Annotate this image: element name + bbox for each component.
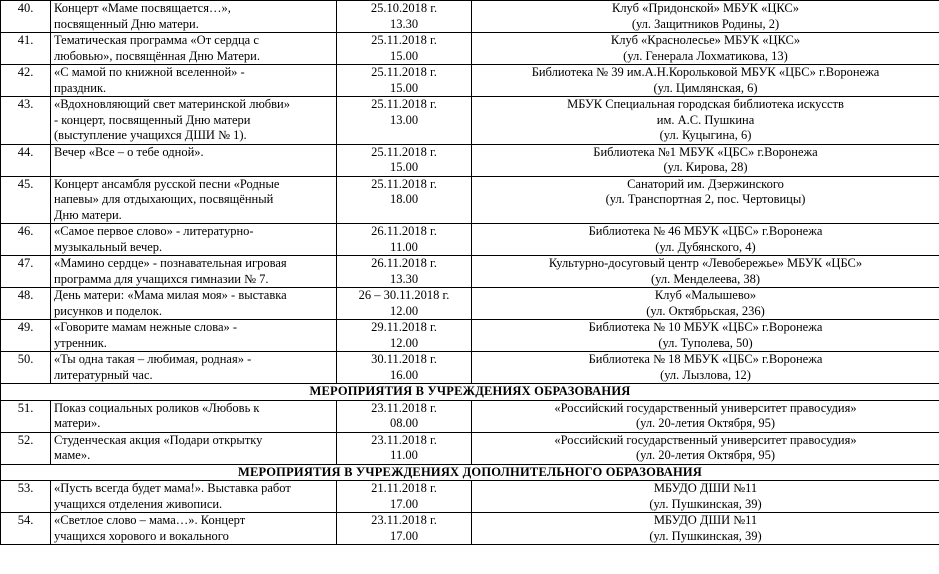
event-time: 13.30 [389, 271, 419, 286]
event-title [51, 481, 337, 513]
cell-line: рисунков и поделок. [54, 303, 162, 318]
event-date: 26 – 30.11.2018 г. [358, 288, 450, 302]
cell-line: Концерт «Маме посвящается…», [54, 1, 231, 15]
event-date: 25.10.2018 г. [370, 1, 438, 15]
event-date: 30.11.2018 г. [371, 352, 437, 366]
cell-line: МБУДО ДШИ №11 [653, 513, 758, 527]
event-title [51, 513, 337, 545]
event-title [51, 65, 337, 97]
table-row [1, 33, 939, 65]
event-title [51, 33, 337, 65]
event-title [51, 1, 337, 33]
event-venue [472, 65, 939, 97]
table-row [1, 481, 939, 513]
event-datetime [337, 432, 472, 464]
cell-line: «Говорите мамам нежные слова» - [54, 320, 238, 334]
cell-line: посвященный Дню матери. [54, 16, 199, 31]
event-datetime [337, 481, 472, 513]
event-number: 40. [1, 1, 51, 33]
event-number: 54. [1, 513, 51, 545]
cell-line: МБУДО ДШИ №11 [653, 481, 758, 495]
event-title [51, 352, 337, 384]
cell-line: Дню матери. [54, 207, 122, 222]
event-number: 42. [1, 65, 51, 97]
event-number: 50. [1, 352, 51, 384]
event-venue [472, 33, 939, 65]
cell-line: Показ социальных роликов «Любовь к [54, 400, 260, 415]
cell-line: музыкальный вечер. [54, 239, 163, 254]
event-venue [472, 144, 939, 176]
table-row [1, 144, 939, 176]
cell-line: «Российский государственный университет правосудия» [554, 400, 857, 415]
event-number: 41. [1, 33, 51, 65]
event-venue [472, 352, 939, 384]
cell-line: Клуб «Краснолесье» МБУК «ЦКС» [610, 33, 801, 47]
cell-line: Тематическая программа «От сердца с [54, 33, 259, 47]
event-date: 25.11.2018 г. [371, 144, 437, 159]
event-time: 15.00 [389, 48, 419, 63]
cell-line: (ул. Цимлянская, 6) [653, 80, 758, 95]
cell-line: (ул. Куцыгина, 6) [659, 128, 752, 142]
event-number: 44. [1, 144, 51, 176]
event-venue [472, 97, 939, 145]
cell-line: «Российский государственный университет правосудия» [554, 432, 857, 447]
event-date: 25.11.2018 г. [371, 97, 437, 111]
event-date: 26.11.2018 г. [371, 224, 437, 238]
cell-line: им. А.С. Пушкина [656, 112, 755, 127]
cell-line: Концерт ансамбля русской песни «Родные [54, 176, 280, 191]
event-venue [472, 256, 939, 288]
events-table-body [1, 1, 939, 545]
event-venue [472, 224, 939, 256]
event-venue [472, 432, 939, 464]
cell-line: литературный час. [54, 367, 153, 382]
event-number: 43. [1, 97, 51, 145]
cell-line: (ул. 20-летия Октября, 95) [635, 416, 776, 430]
cell-line: (ул. Кирова, 28) [663, 160, 748, 174]
event-datetime [337, 224, 472, 256]
event-time: 16.00 [389, 367, 419, 382]
event-date: 23.11.2018 г. [371, 513, 437, 527]
cell-line: маме». [54, 448, 91, 462]
table-row [1, 400, 939, 432]
cell-line: - концерт, посвященный Дню матери [54, 112, 251, 127]
event-number: 52. [1, 432, 51, 464]
event-time: 12.00 [389, 335, 419, 350]
event-time: 11.00 [390, 239, 418, 254]
cell-line: напевы» для отдыхающих, посвящённый [54, 192, 274, 206]
event-number: 45. [1, 176, 51, 224]
table-row [1, 176, 939, 224]
event-title [51, 288, 337, 320]
cell-line: (выступление учащихся ДШИ № 1). [54, 128, 247, 142]
cell-line: (ул. Защитников Родины, 2) [631, 16, 780, 31]
event-time: 08.00 [389, 416, 419, 430]
cell-line: матери». [54, 416, 101, 430]
event-datetime [337, 97, 472, 145]
cell-line: Библиотека № 10 МБУК «ЦБС» г.Воронежа [588, 320, 823, 334]
cell-line: День матери: «Мама милая моя» - выставка [54, 288, 287, 302]
cell-line: (ул. 20-летия Октября, 95) [635, 448, 776, 462]
cell-line: (ул. Менделеева, 38) [651, 271, 760, 286]
cell-line: Библиотека № 39 им.А.Н.Корольковой МБУК «ЦБС» г.Воронежа [531, 65, 880, 79]
table-row [1, 224, 939, 256]
cell-line: любовью», посвящённая Дню Матери. [54, 48, 260, 63]
event-venue [472, 513, 939, 545]
event-date: 25.11.2018 г. [371, 33, 437, 47]
cell-line: программа для учащихся гимназии № 7. [54, 271, 269, 286]
event-datetime [337, 33, 472, 65]
cell-line: учащихся хорового и вокального [54, 528, 229, 543]
table-row [1, 513, 939, 545]
event-datetime [337, 513, 472, 545]
event-time: 17.00 [389, 528, 419, 543]
event-date: 25.11.2018 г. [371, 176, 437, 191]
cell-line: «Вдохновляющий свет материнской любви» [54, 97, 290, 111]
cell-line: (ул. Туполева, 50) [658, 335, 753, 350]
event-time: 17.00 [389, 496, 419, 511]
cell-line: Культурно-досуговый центр «Левобережье» МБУК «ЦБС» [548, 256, 863, 270]
event-datetime [337, 176, 472, 224]
cell-line: (ул. Октябрьская, 236) [646, 303, 765, 318]
table-row [1, 432, 939, 464]
event-number: 49. [1, 320, 51, 352]
event-date: 23.11.2018 г. [371, 432, 437, 447]
event-date: 25.11.2018 г. [371, 65, 437, 79]
event-venue [472, 1, 939, 33]
event-title [51, 97, 337, 145]
table-row [1, 288, 939, 320]
cell-line: (ул. Пушкинская, 39) [649, 528, 762, 543]
event-number: 51. [1, 400, 51, 432]
event-datetime [337, 320, 472, 352]
event-title [51, 320, 337, 352]
cell-line: Библиотека № 46 МБУК «ЦБС» г.Воронежа [588, 224, 823, 238]
event-datetime [337, 400, 472, 432]
event-datetime [337, 144, 472, 176]
cell-line: «Светлое слово – мама…». Концерт [54, 513, 246, 527]
table-row [1, 352, 939, 384]
event-number: 47. [1, 256, 51, 288]
event-date: 29.11.2018 г. [371, 320, 437, 334]
cell-line: Санаторий им. Дзержинского [627, 176, 784, 191]
event-venue [472, 400, 939, 432]
cell-line: праздник. [54, 80, 107, 95]
event-time: 11.00 [390, 448, 418, 462]
event-number: 46. [1, 224, 51, 256]
event-datetime [337, 1, 472, 33]
cell-line: (ул. Пушкинская, 39) [649, 496, 762, 511]
cell-line: МБУК Специальная городская библиотека искусств [567, 97, 844, 111]
section-title: МЕРОПРИЯТИЯ В УЧРЕЖДЕНИЯХ ДОПОЛНИТЕЛЬНОГО ОБРАЗОВАНИЯ [1, 464, 939, 481]
event-title [51, 144, 337, 176]
cell-line: учащихся отделения живописи. [54, 496, 223, 511]
event-time: 12.00 [389, 303, 419, 318]
event-date: 23.11.2018 г. [371, 400, 437, 415]
event-time: 15.00 [389, 80, 419, 95]
cell-line: Вечер «Все – о тебе одной». [54, 144, 204, 159]
event-venue [472, 176, 939, 224]
event-time: 13.30 [389, 16, 419, 31]
table-row [1, 320, 939, 352]
cell-line: «Мамино сердце» - познавательная игровая [54, 256, 287, 270]
event-datetime [337, 352, 472, 384]
cell-line: (ул. Дубянского, 4) [655, 239, 756, 254]
event-time: 18.00 [389, 192, 419, 206]
event-datetime [337, 288, 472, 320]
event-number: 53. [1, 481, 51, 513]
cell-line: утренник. [54, 335, 107, 350]
event-venue [472, 288, 939, 320]
event-title [51, 400, 337, 432]
event-venue [472, 481, 939, 513]
cell-line: «Пусть всегда будет мама!». Выставка работ [54, 481, 291, 495]
cell-line: «Самое первое слово» - литературно- [54, 224, 254, 238]
event-number: 48. [1, 288, 51, 320]
cell-line: Библиотека № 18 МБУК «ЦБС» г.Воронежа [588, 352, 823, 366]
event-datetime [337, 256, 472, 288]
cell-line: (ул. Транспортная 2, пос. Чертовицы) [605, 192, 806, 206]
cell-line: Клуб «Придонской» МБУК «ЦКС» [611, 1, 800, 15]
cell-line: Библиотека №1 МБУК «ЦБС» г.Воронежа [593, 144, 818, 159]
event-title [51, 224, 337, 256]
cell-line: Клуб «Малышево» [654, 288, 757, 302]
table-row [1, 256, 939, 288]
event-date: 21.11.2018 г. [371, 481, 437, 495]
table-row [1, 65, 939, 97]
event-datetime [337, 65, 472, 97]
cell-line: (ул. Генерала Лохматикова, 13) [623, 48, 788, 63]
section-title: МЕРОПРИЯТИЯ В УЧРЕЖДЕНИЯХ ОБРАЗОВАНИЯ [1, 384, 939, 401]
section-header-row [1, 464, 939, 481]
cell-line: (ул. Лызлова, 12) [660, 367, 751, 382]
table-row [1, 1, 939, 33]
event-date: 26.11.2018 г. [371, 256, 437, 270]
event-title [51, 432, 337, 464]
cell-line: «С мамой по книжной вселенной» - [54, 65, 245, 79]
cell-line: Студенческая акция «Подари открытку [54, 432, 263, 447]
cell-line: «Ты одна такая – любимая, родная» - [54, 352, 252, 366]
event-title [51, 256, 337, 288]
section-header-row [1, 384, 939, 401]
event-venue [472, 320, 939, 352]
event-time: 15.00 [389, 160, 419, 174]
table-row [1, 97, 939, 145]
event-title [51, 176, 337, 224]
event-time: 13.00 [389, 112, 419, 127]
